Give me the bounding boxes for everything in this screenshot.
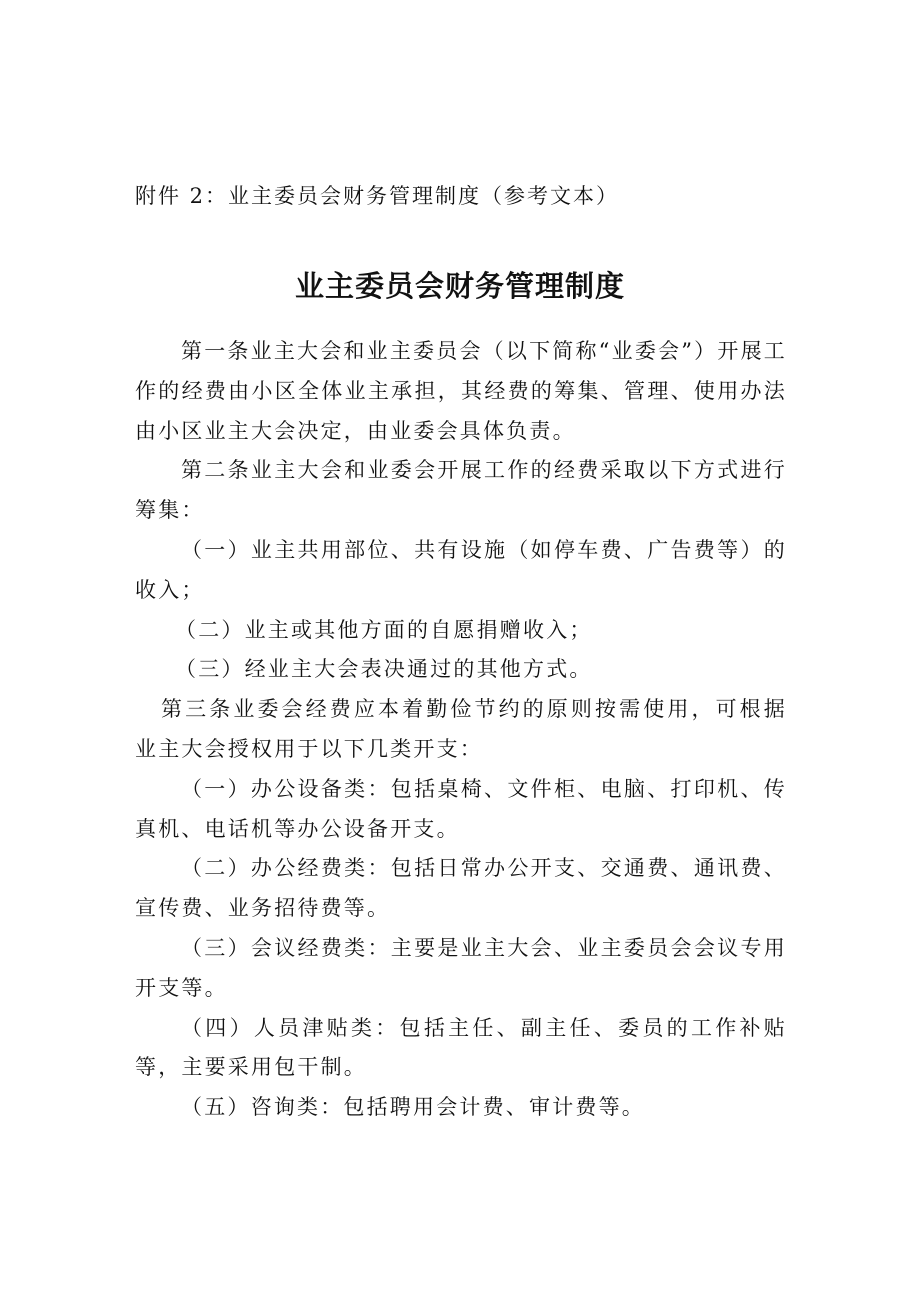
article-3-item-3: （三）会议经费类：主要是业主大会、业主委员会会议专用开支等。 [135,935,787,1000]
attachment-label: 附件 2：业主委员会财务管理制度（参考文本） [135,184,620,208]
article-3-paragraph: 第三条业委会经费应本着勤俭节约的原则按需使用，可根据业主大会授权用于以下几类开支： [135,697,787,761]
article-2-item-1: （一）业主共用部位、共有设施（如停车费、广告费等）的收入； [135,537,787,602]
document-body [135,332,787,1128]
article-3-item-5: （五）咨询类：包括聘用会计费、审计费等。 [181,1095,645,1120]
article-3-item-1: （一）办公设备类：包括桌椅、文件柜、电脑、打印机、传真机、电话机等办公设备开支。 [135,776,787,841]
article-2-item-3: （三）经业主大会表决通过的其他方式。 [175,657,593,682]
article-2-paragraph: 第二条业主大会和业委会开展工作的经费采取以下方式进行筹集： [135,458,787,523]
article-2-item-2: （二）业主或其他方面的自愿捐赠收入； [175,617,593,642]
article-3-item-2: （二）办公经费类：包括日常办公开支、交通费、通讯费、宣传费、业务招待费等。 [135,856,787,921]
document-title: 业主委员会财务管理制度 [294,269,625,303]
article-3-item-4: （四）人员津贴类：包括主任、副主任、委员的工作补贴等，主要采用包干制。 [135,1015,787,1080]
article-1-paragraph: 第一条业主大会和业主委员会（以下简称“业委会”）开展工作的经费由小区全体业主承担，其经费的筹集、管理、使用办法由小区业主大会决定，由业委会具体负责。 [135,339,787,443]
